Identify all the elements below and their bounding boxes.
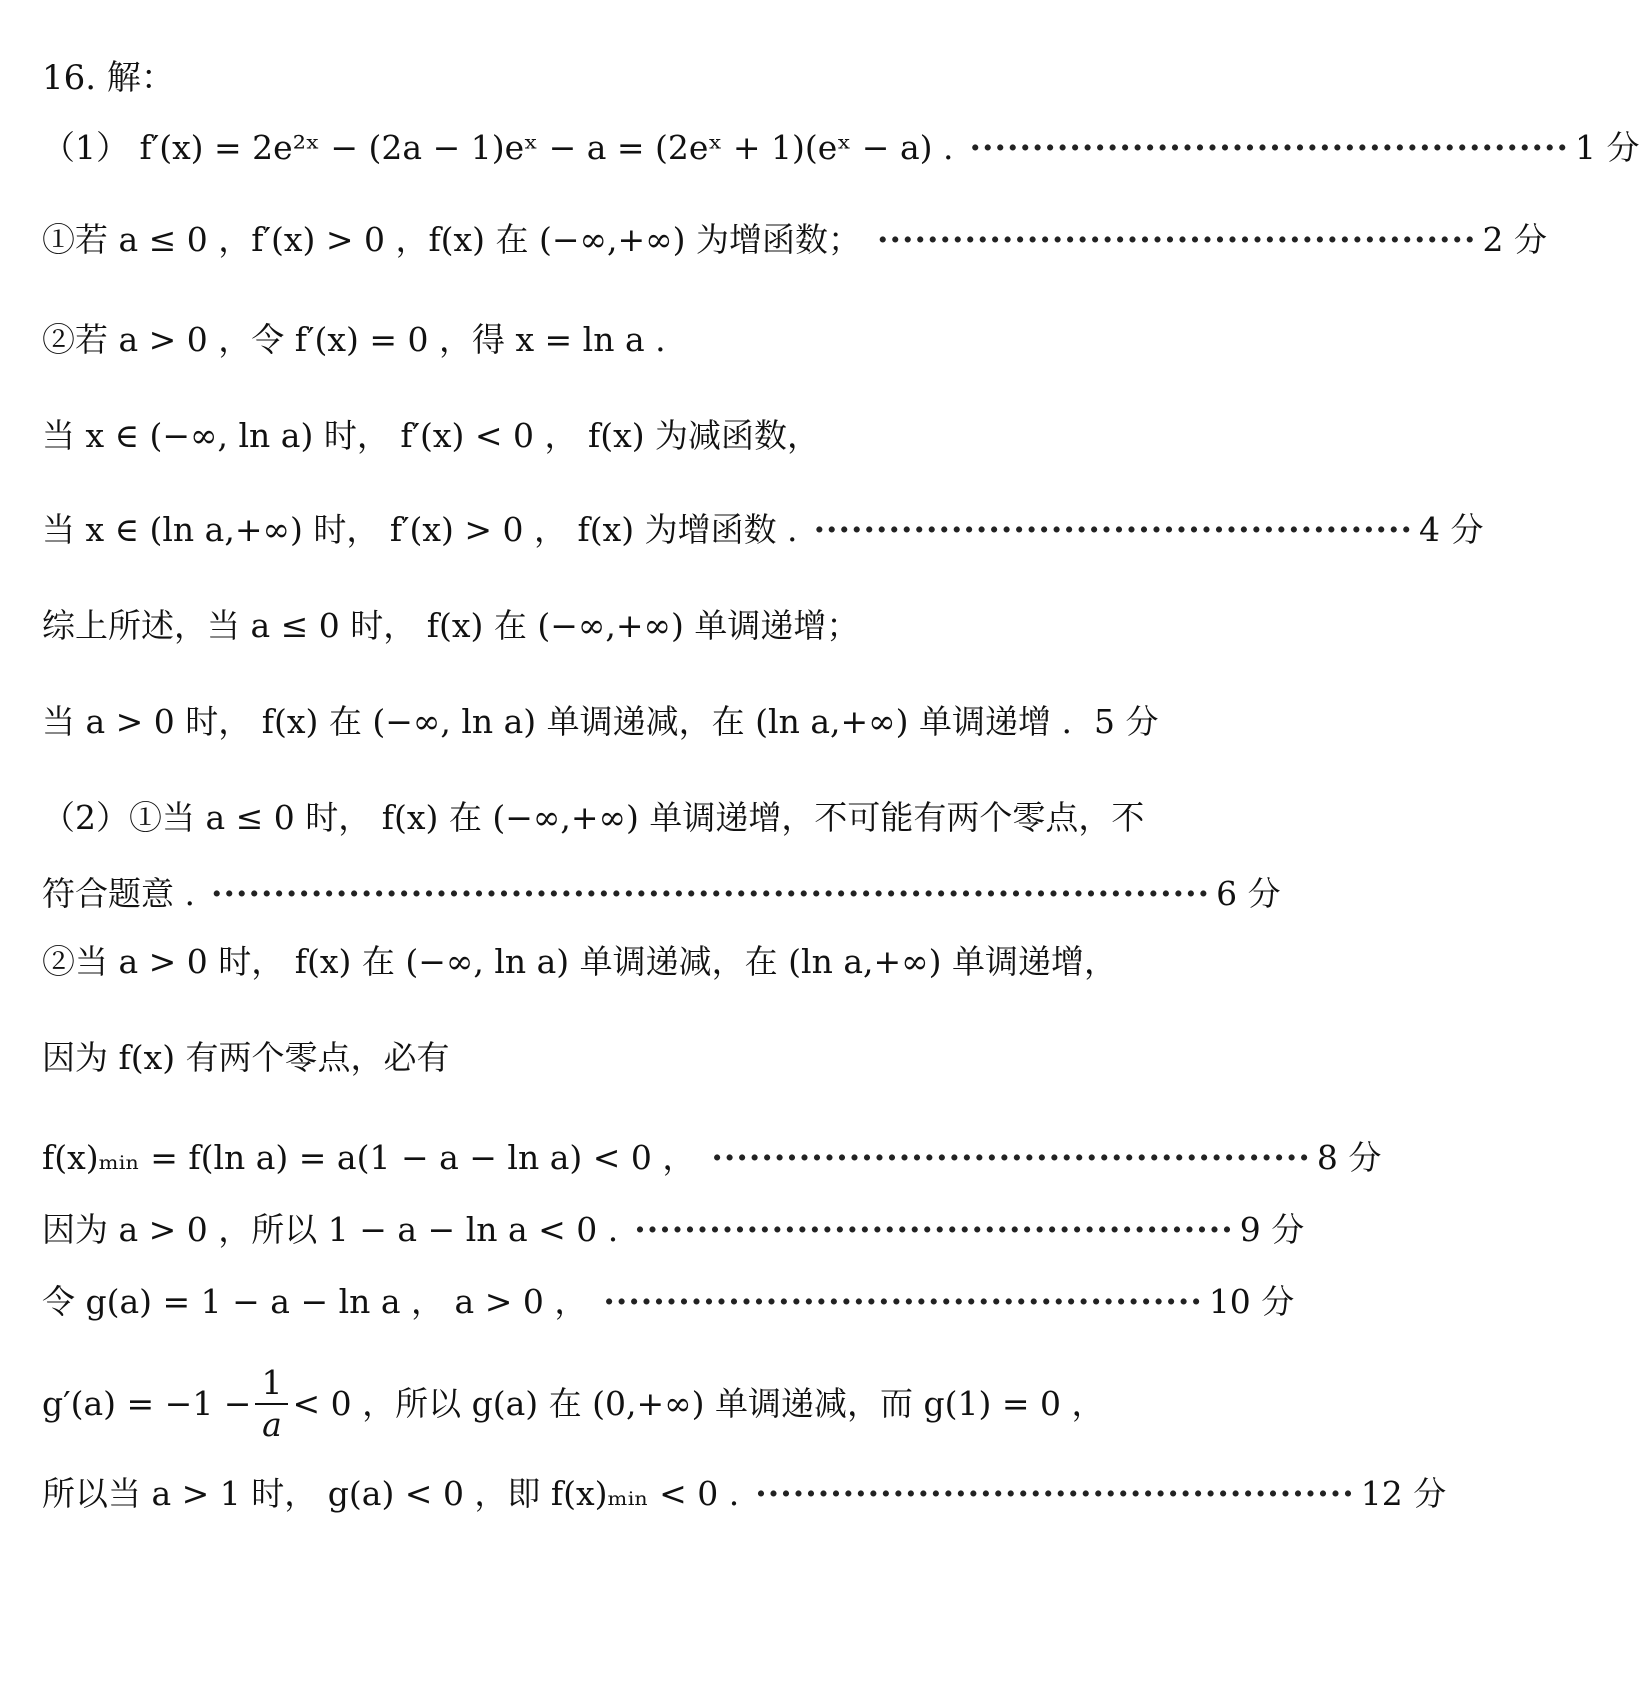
- score-label: 8 分: [1316, 1138, 1382, 1177]
- solution-line: 当 a > 0 时， f(x) 在 (−∞, ln a) 单调递减，在 (ln a,+∞) 单调递增 . 5 分: [42, 700, 1158, 744]
- solution-line: 符合题意 . ················································································ 6 分: [42, 872, 1158, 916]
- solution-line: 因为 a > 0 ，所以 1 − a − ln a < 0 . ················································ 9 分: [42, 1208, 1158, 1252]
- problem-title: 16. 解：: [42, 58, 175, 98]
- score-label: 5 分: [1093, 702, 1159, 741]
- solution-line: 当 x ∈ (−∞, ln a) 时， f′(x) < 0 ， f(x) 为减函数，: [42, 416, 821, 455]
- solution-line: 综上所述，当 a ≤ 0 时， f(x) 在 (−∞,+∞) 单调递增；: [42, 606, 860, 645]
- fraction-numerator: 1: [255, 1363, 288, 1405]
- fraction: [255, 1363, 288, 1445]
- solution-line: （2）①当 a ≤ 0 时， f(x) 在 (−∞,+∞) 单调递增，不可能有两个零点，不: [42, 798, 1145, 837]
- solution-line: （1） f′(x) = 2e²ˣ − (2a − 1)eˣ − a = (2eˣ + 1)(eˣ − a) . ················································ 1 分: [42, 126, 1158, 170]
- score-label: 12 分: [1360, 1474, 1447, 1513]
- solution-line: ②当 a > 0 时， f(x) 在 (−∞, ln a) 单调递减，在 (ln a,+∞) 单调递增，: [42, 942, 1117, 981]
- score-label: 9 分: [1239, 1210, 1305, 1249]
- solution-line: f(x)ₘᵢₙ = f(ln a) = a(1 − a − ln a) < 0 ， ················································ 8 分: [42, 1136, 1158, 1180]
- solution-line: ②若 a > 0 ，令 f′(x) = 0 ，得 x = ln a .: [42, 320, 666, 359]
- score-label: 4 分: [1419, 510, 1484, 549]
- score-label: 2 分: [1482, 220, 1547, 259]
- fraction-denominator: a: [262, 1405, 282, 1444]
- solution-line-fraction: g′(a) = −1 − $\frac{1}{a}$ < 0 ，所以 g(a) 在 (0,+∞) 单调递减，而 g(1) = 0 ，: [42, 1363, 1105, 1444]
- solution-line: 当 x ∈ (ln a,+∞) 时， f′(x) > 0 ， f(x) 为增函数 . ················································ 4 分: [42, 508, 1158, 552]
- solution-line: 所以当 a > 1 时， g(a) < 0 ，即 f(x)ₘᵢₙ < 0 . ················································ 12 分: [42, 1472, 1158, 1516]
- problem-heading: [42, 56, 1158, 100]
- score-label: 10 分: [1208, 1282, 1295, 1321]
- score-label: 1 分: [1574, 128, 1639, 167]
- solution-line: 令 g(a) = 1 − a − ln a ， a > 0 ， ················································ 10 分: [42, 1280, 1158, 1324]
- solution-line: ①若 a ≤ 0 ，f′(x) > 0 ，f(x) 在 (−∞,+∞) 为增函数； ················································ 2 分: [42, 218, 1158, 262]
- score-label: 6 分: [1216, 874, 1281, 913]
- solution-line: 因为 f(x) 有两个零点，必有: [42, 1038, 450, 1077]
